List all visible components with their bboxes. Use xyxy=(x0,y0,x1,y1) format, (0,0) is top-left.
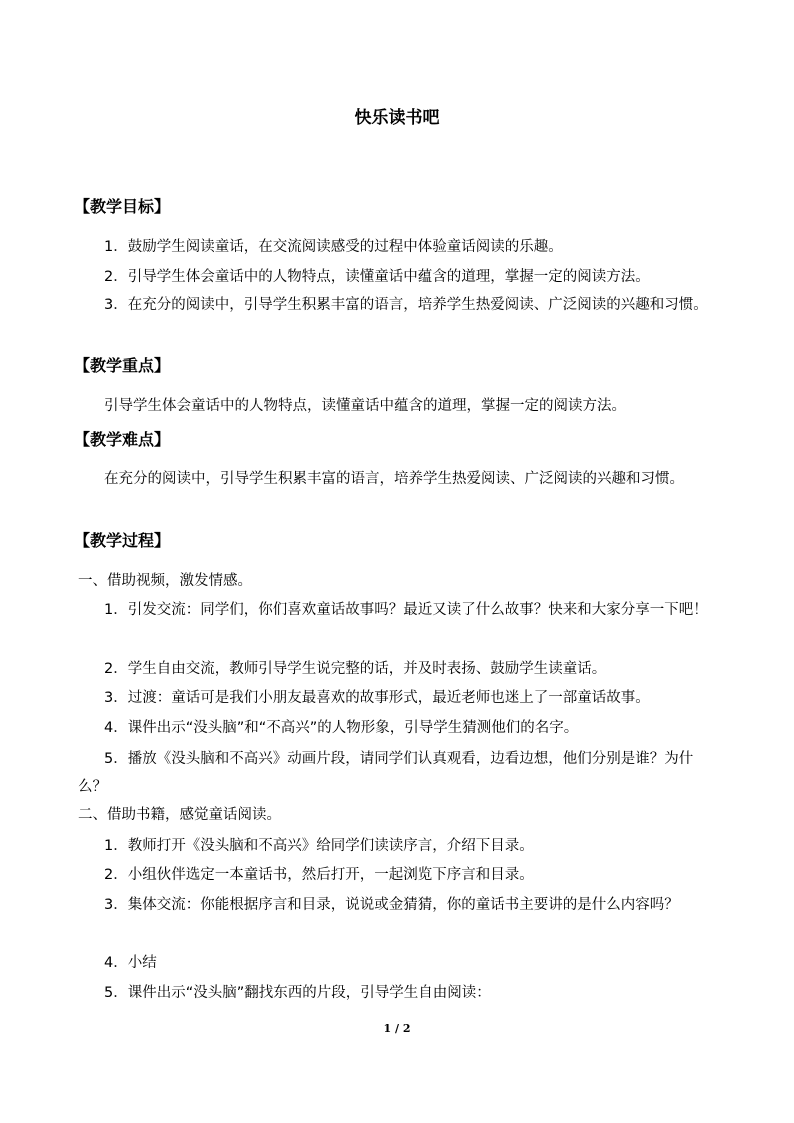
key-points-text: 引导学生体会童话中的人物特点，读懂童话中蕴含的道理，掌握一定的阅读方法。 xyxy=(104,398,626,414)
process-heading: 【教学过程】 xyxy=(74,531,171,550)
goals-heading: 【教学目标】 xyxy=(74,197,171,216)
goals-item-1: 1．鼓励学生阅读童话，在交流阅读感受的过程中体验童话阅读的乐趣。 xyxy=(104,239,563,255)
process-part1-item-5: 5．播放《没头脑和不高兴》动画片段，请同学们认真观看，边看边想，他们分别是谁？为什么？ xyxy=(78,751,694,795)
process-part2-item-2: 2．小组伙伴选定一本童话书，然后打开，一起浏览下序言和目录。 xyxy=(104,867,534,883)
key-points-heading: 【教学重点】 xyxy=(74,356,171,375)
process-part2-title: 二、借助书籍，感觉童话阅读。 xyxy=(78,807,281,823)
process-part2-item-4: 4．小结 xyxy=(104,955,157,971)
process-part1-item-2: 2．学生自由交流，教师引导学生说完整的话，并及时表扬、鼓励学生读童话。 xyxy=(104,661,607,677)
goals-item-2: 2．引导学生体会童话中的人物特点，读懂童话中蕴含的道理，掌握一定的阅读方法。 xyxy=(104,269,650,285)
page-title: 快乐读书吧 xyxy=(354,108,440,128)
process-part2-item-1: 1．教师打开《没头脑和不高兴》给同学们读读序言，介绍下目录。 xyxy=(104,838,534,854)
difficulties-text: 在充分的阅读中，引导学生积累丰富的语言，培养学生热爱阅读、广泛阅读的兴趣和习惯。 xyxy=(104,471,684,487)
difficulties-heading: 【教学难点】 xyxy=(74,430,171,449)
process-part1-item-1: 1．引发交流：同学们，你们喜欢童话故事吗？最近又读了什么故事？快来和大家分享一下吧！ xyxy=(104,602,708,618)
page-number: 1 / 2 xyxy=(383,1022,411,1035)
process-part1-title: 一、借助视频，激发情感。 xyxy=(78,573,252,589)
goals-item-3: 3．在充分的阅读中，引导学生积累丰富的语言，培养学生热爱阅读、广泛阅读的兴趣和习惯。 xyxy=(104,297,708,313)
process-part1-item-3: 3．过渡：童话可是我们小朋友最喜欢的故事形式，最近老师也迷上了一部童话故事。 xyxy=(104,690,650,706)
process-part2-item-5: 5．课件出示“没头脑”翻找东西的片段，引导学生自由阅读： xyxy=(104,985,491,1001)
process-part1-item-4: 4．课件出示“没头脑”和“不高兴”的人物形象，引导学生猜测他们的名字。 xyxy=(104,720,579,736)
process-part2-item-3: 3．集体交流：你能根据序言和目录，说说或金猜猜，你的童话书主要讲的是什么内容吗？ xyxy=(104,897,679,913)
